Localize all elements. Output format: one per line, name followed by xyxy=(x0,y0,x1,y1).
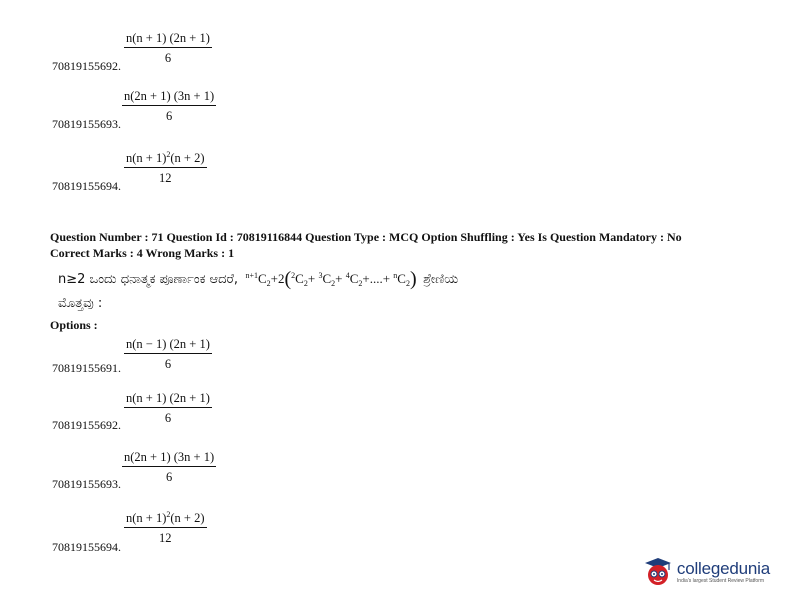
fraction-denominator: 6 xyxy=(164,411,172,425)
fraction-top-option-2 xyxy=(122,89,216,123)
question-text-end: ಶ್ರೇಣಿಯ xyxy=(423,272,459,287)
option-id: 70819155693. xyxy=(52,117,121,131)
fraction-option-3 xyxy=(122,450,216,484)
logo-name: collegedunia xyxy=(676,559,770,578)
question-text-start: n≥2 ಒಂದು ಧನಾತ್ಮಕ ಪೂರ್ಣಾಂಕ ಆದರೆ, xyxy=(58,272,239,287)
fraction-numerator: n(2n + 1) (3n + 1) xyxy=(122,89,216,106)
option-id: 70819155694. xyxy=(52,179,121,193)
fraction-numerator: $n(n + 1)^2(n + 2)$ xyxy=(124,511,207,528)
fraction-numerator: n(n + 1) (2n + 1) xyxy=(124,31,212,48)
question-expression: $^{n+1}C_2+2(^2C_2+ ^3C_2+ ^4C_2+....+ ^nC_2)$ xyxy=(245,268,417,290)
fraction-option-2 xyxy=(124,391,212,425)
question-meta-line-1: Question Number : 71 Question Id : 70819116844 Question Type : MCQ Option Shuffling : Yes Is Question Mandatory : No xyxy=(50,230,682,244)
fraction-top-option-3 xyxy=(124,151,207,185)
fraction-numerator: n(2n + 1) (3n + 1) xyxy=(122,450,216,467)
option-id: 70819155692. xyxy=(52,418,121,432)
option-id: 70819155691. xyxy=(52,361,121,375)
fraction-option-1 xyxy=(124,337,212,371)
fraction-denominator: 6 xyxy=(165,470,173,484)
options-label: Options : xyxy=(50,318,98,332)
fraction-denominator: 6 xyxy=(164,357,172,371)
fraction-option-4 xyxy=(124,511,207,545)
logo-tagline: India's largest Student Review Platform xyxy=(676,578,765,584)
question-meta-line-2: Correct Marks : 4 Wrong Marks : 1 xyxy=(50,246,235,260)
fraction-denominator: 12 xyxy=(159,171,172,185)
option-id: 70819155694. xyxy=(52,540,121,554)
option-id: 70819155693. xyxy=(52,477,121,491)
collegedunia-logo xyxy=(643,556,770,588)
fraction-denominator: 6 xyxy=(164,51,172,65)
fraction-numerator: n(n + 1) (2n + 1) xyxy=(124,391,212,408)
fraction-numerator: n(n − 1) (2n + 1) xyxy=(124,337,212,354)
option-id: 70819155692. xyxy=(52,59,121,73)
fraction-denominator: 6 xyxy=(165,109,173,123)
fraction-numerator: $n(n + 1)^2(n + 2)$ xyxy=(124,151,207,168)
question-text xyxy=(58,268,458,291)
question-text-line-2: ಮೊತ್ತವು : xyxy=(58,296,103,311)
fraction-top-option-1 xyxy=(124,31,212,65)
mascot-icon xyxy=(643,556,673,588)
fraction-denominator: 12 xyxy=(159,531,172,545)
